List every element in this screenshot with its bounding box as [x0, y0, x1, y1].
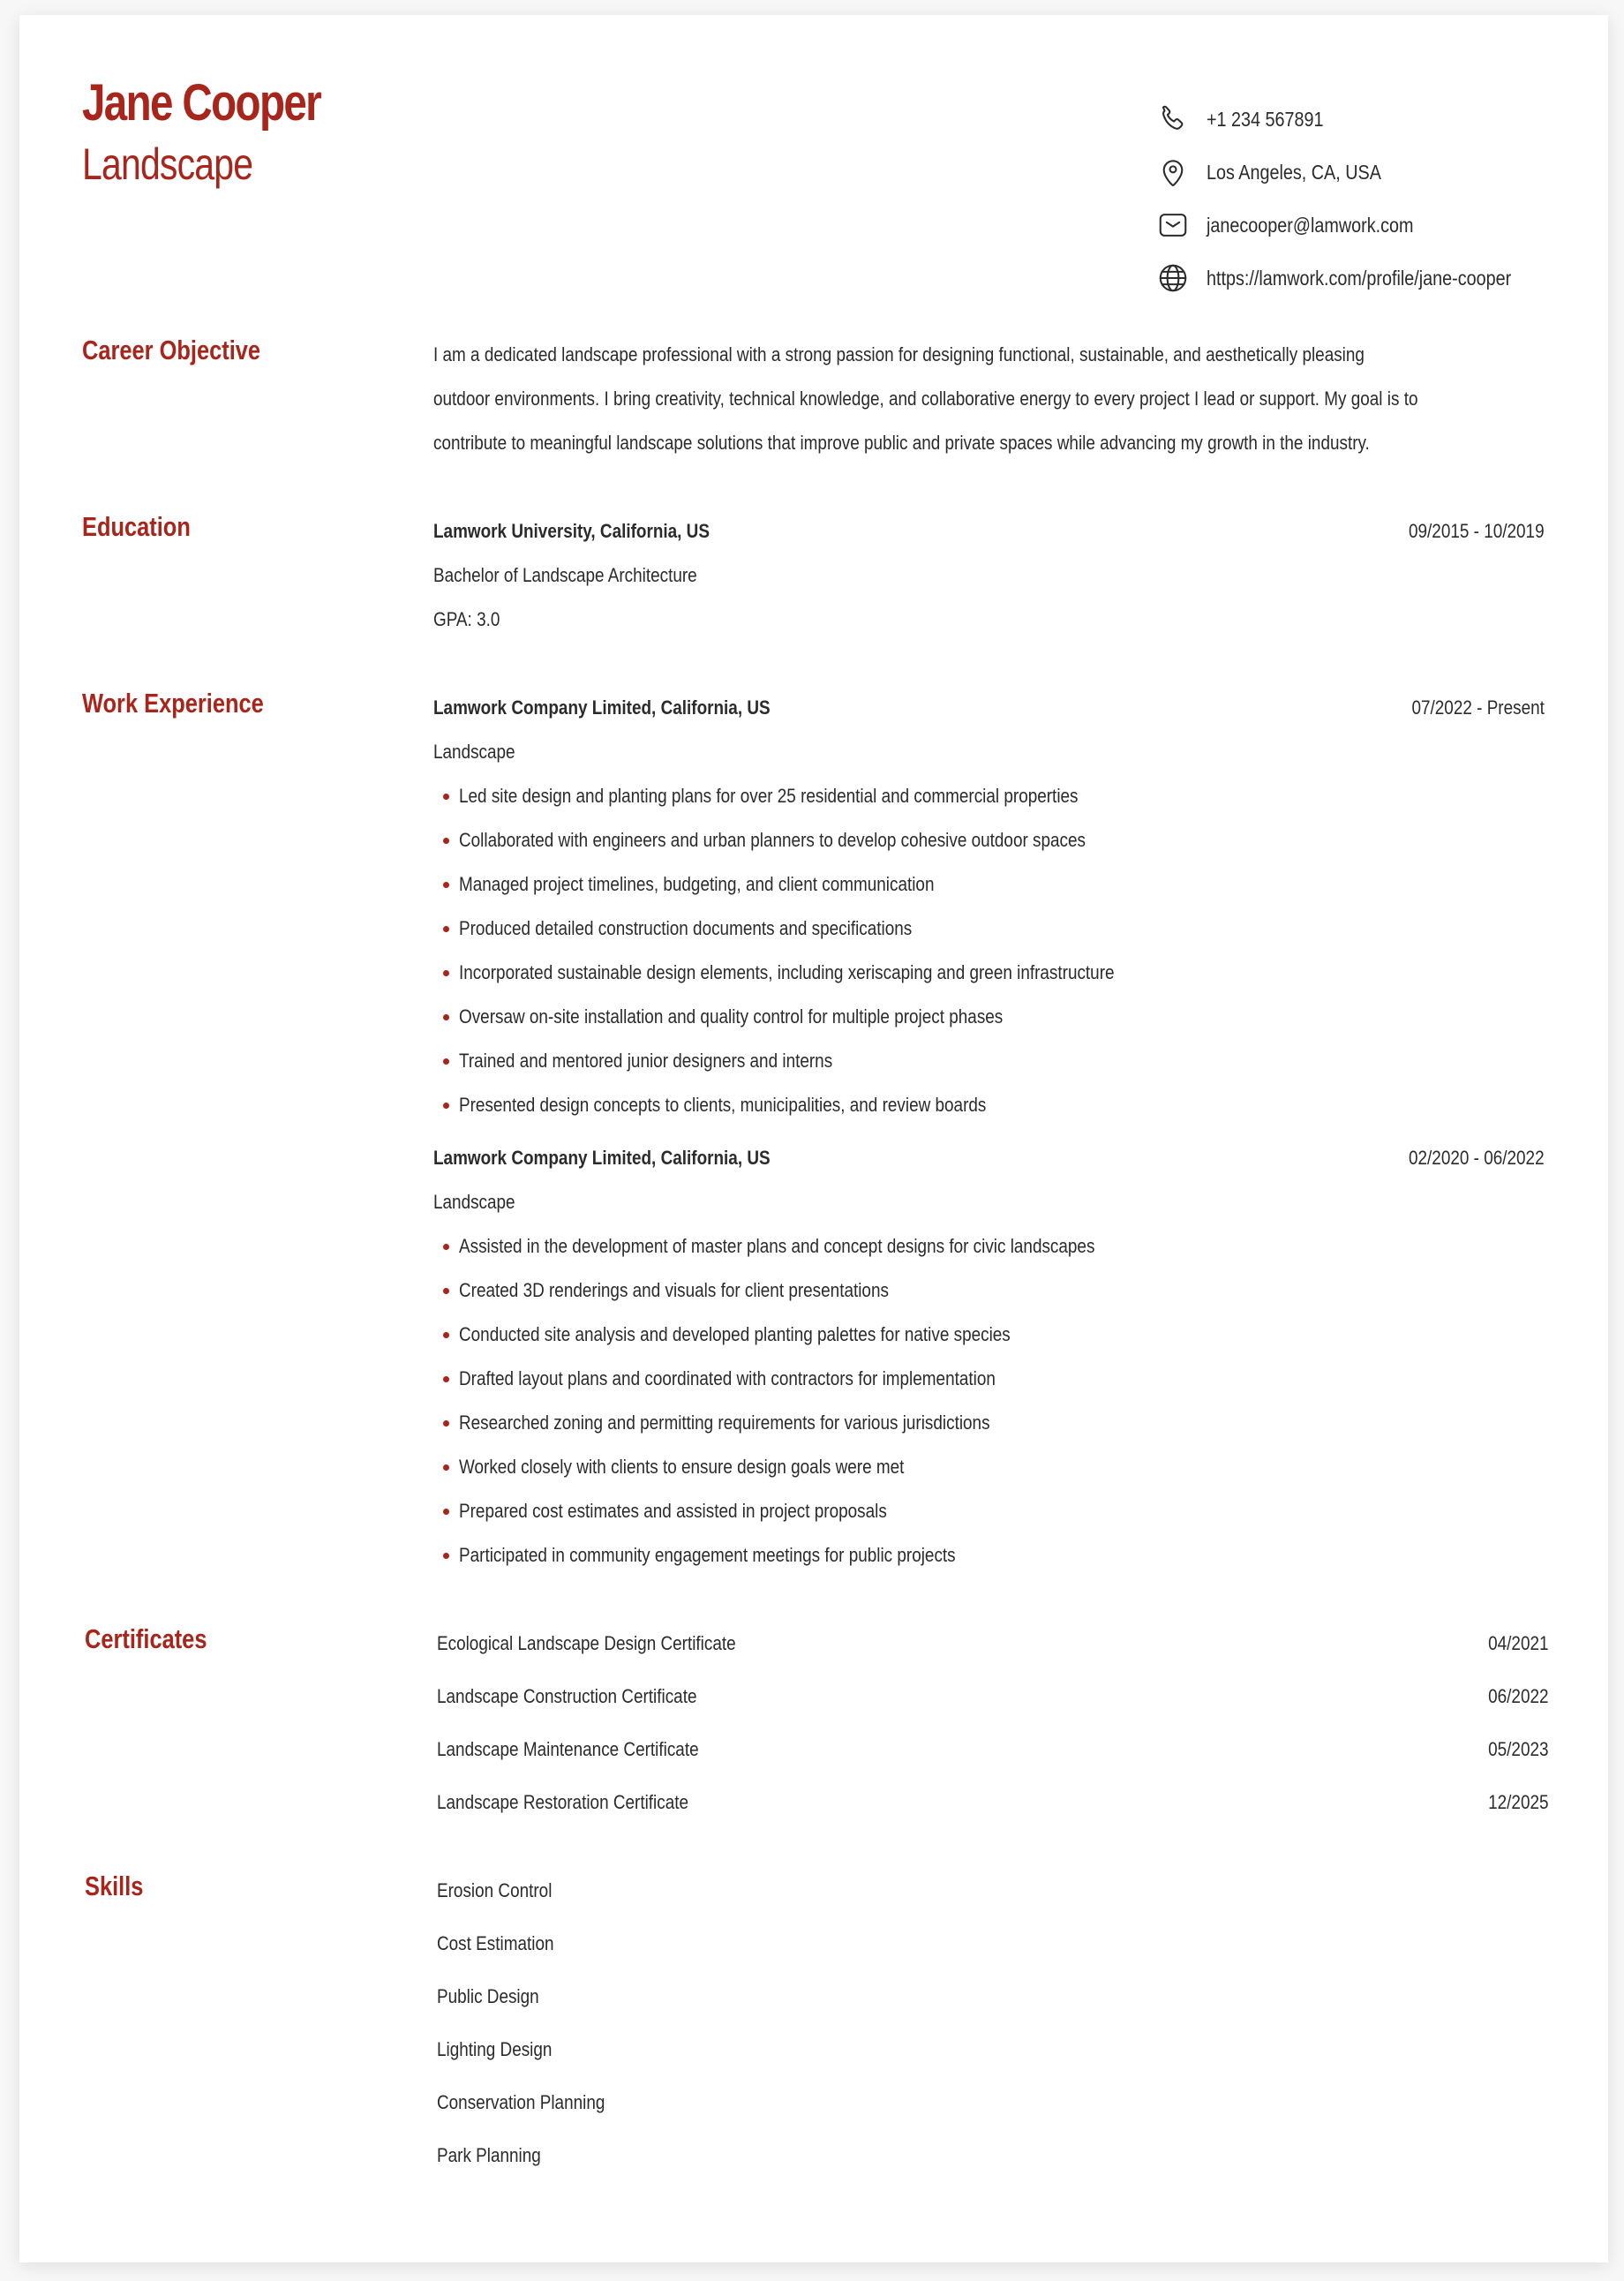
skill-item — [437, 1984, 1549, 2036]
bullet-dot-icon — [443, 1509, 449, 1515]
contact-list — [1156, 93, 1560, 305]
certificate-date — [1478, 1736, 1549, 1763]
skill-text: Conservation Planning — [437, 2091, 605, 2113]
role-text: Landscape — [433, 741, 515, 763]
certificates-list — [437, 1630, 1549, 1842]
bullet-dot-icon — [443, 1014, 449, 1020]
education-dates-text: 09/2015 - 10/2019 — [1409, 520, 1545, 542]
work-entry — [433, 695, 1545, 1136]
skill-text: Erosion Control — [437, 1879, 553, 1901]
bullet-dot-icon — [443, 882, 449, 888]
bullet-dot-icon — [443, 1103, 449, 1109]
degree-line — [433, 562, 1545, 606]
contact-email-link[interactable]: janecooper@lamwork.com — [1207, 213, 1414, 237]
objective-line — [433, 342, 1545, 386]
bullet-dot-icon — [443, 1420, 449, 1427]
bullet-dot-icon — [443, 1332, 449, 1338]
skill-text: Lighting Design — [437, 2038, 553, 2060]
bullet-text: Drafted layout plans and coordinated with contractors for implementation — [459, 1367, 996, 1389]
skill-text: Public Design — [437, 1985, 539, 2007]
degree-text: Bachelor of Landscape Architecture — [433, 564, 697, 586]
certificate-date — [1478, 1789, 1549, 1816]
certificate-date — [1478, 1630, 1549, 1657]
gpa-text: GPA: 3.0 — [433, 608, 500, 630]
certificate-item — [437, 1683, 1549, 1736]
certificate-date-text: 05/2023 — [1488, 1738, 1549, 1760]
contact-email — [1156, 199, 1560, 252]
certificate-item — [437, 1630, 1549, 1683]
resume-page — [19, 15, 1608, 2262]
certificate-item — [437, 1736, 1549, 1789]
bullet-text: Conducted site analysis and developed planting palettes for native species — [459, 1323, 1011, 1345]
certificate-date-text: 12/2025 — [1488, 1791, 1549, 1813]
bullet-dot-icon — [443, 794, 449, 800]
bullet-dot-icon — [443, 970, 449, 976]
role-line — [433, 739, 1545, 783]
bullet-text: Led site design and planting plans for over 25 residential and commercial properties — [459, 785, 1079, 807]
objective-line-text: I am a dedicated landscape professional with a strong passion for designing functional, sustainable, and aesthetically pleasing — [433, 343, 1365, 365]
section-heading: Work Experience — [82, 688, 264, 719]
certificate-date — [1478, 1683, 1549, 1710]
bullet-text: Worked closely with clients to ensure design goals were met — [459, 1456, 905, 1478]
skill-item — [437, 2036, 1549, 2089]
contact-website — [1156, 252, 1560, 305]
bullet-dot-icon — [443, 1464, 449, 1471]
bullet-dot-icon — [443, 1553, 449, 1559]
bullet-text: Incorporated sustainable design elements, including xeriscaping and green infrastructure — [459, 961, 1115, 983]
education-entry — [433, 518, 1545, 651]
school-name: Lamwork University, California, US — [433, 520, 710, 542]
bullet-dot-icon — [443, 1376, 449, 1382]
skill-item — [437, 1878, 1549, 1931]
skills-list — [437, 1878, 1549, 2195]
section-heading: Career Objective — [82, 335, 261, 365]
bullet-text: Presented design concepts to clients, municipalities, and review boards — [459, 1094, 987, 1116]
bullet-text: Managed project timelines, budgeting, and client communication — [459, 873, 935, 895]
objective-line-text: contribute to meaningful landscape solutions that improve public and private spaces while advancing my growth in the industry. — [433, 432, 1370, 454]
bullet-item — [433, 1454, 1545, 1498]
bullet-item — [433, 871, 1545, 915]
bullet-text: Assisted in the development of master plans and concept designs for civic landscapes — [459, 1235, 1095, 1257]
skill-text: Park Planning — [437, 2144, 541, 2166]
skill-item — [437, 1931, 1549, 1984]
bullet-item — [433, 1366, 1545, 1410]
work-dates-text: 02/2020 - 06/2022 — [1409, 1147, 1545, 1169]
bullet-item — [433, 1498, 1545, 1542]
bullet-item — [433, 1277, 1545, 1321]
bullet-item — [433, 827, 1545, 871]
company-name: Lamwork Company Limited, California, US — [433, 696, 771, 719]
certificate-name: Landscape Restoration Certificate — [437, 1791, 689, 1813]
mail-icon — [1156, 208, 1190, 242]
contact-phone-text: +1 234 567891 — [1207, 107, 1324, 131]
company-name: Lamwork Company Limited, California, US — [433, 1147, 771, 1169]
company-line — [433, 1145, 1545, 1189]
company-line — [433, 695, 1545, 739]
bullet-item — [433, 960, 1545, 1004]
bullet-text: Trained and mentored junior designers and interns — [459, 1050, 833, 1072]
globe-icon — [1156, 261, 1190, 295]
bullet-text: Oversaw on-site installation and quality control for multiple project phases — [459, 1005, 1004, 1028]
bullet-item — [433, 915, 1545, 960]
bullet-item — [433, 1542, 1545, 1586]
bullet-item — [433, 783, 1545, 827]
bullet-text: Researched zoning and permitting requirements for various jurisdictions — [459, 1412, 990, 1434]
work-dates-text: 07/2022 - Present — [1411, 696, 1545, 719]
bullet-text: Created 3D renderings and visuals for client presentations — [459, 1279, 889, 1301]
contact-phone — [1156, 93, 1560, 146]
certificate-date-text: 04/2021 — [1488, 1632, 1549, 1654]
education-dates — [1387, 518, 1545, 545]
bullet-text: Produced detailed construction documents and specifications — [459, 917, 913, 939]
location-pin-icon — [1156, 155, 1190, 189]
work-dates — [1387, 1145, 1545, 1171]
bullet-text: Prepared cost estimates and assisted in project proposals — [459, 1500, 887, 1522]
bullet-item — [433, 1233, 1545, 1277]
certificate-name: Landscape Construction Certificate — [437, 1685, 697, 1707]
candidate-title: Landscape — [82, 139, 253, 189]
bullet-item — [433, 1004, 1545, 1048]
bullet-dot-icon — [443, 1058, 449, 1065]
certificate-name: Landscape Maintenance Certificate — [437, 1738, 699, 1760]
school-line — [433, 518, 1545, 562]
work-entry — [433, 1145, 1545, 1586]
certificate-item — [437, 1789, 1549, 1842]
bullet-text: Participated in community engagement meetings for public projects — [459, 1544, 956, 1566]
phone-icon — [1156, 102, 1190, 136]
contact-website-link[interactable]: https://lamwork.com/profile/jane-cooper — [1207, 266, 1512, 290]
certificate-date-text: 06/2022 — [1488, 1685, 1549, 1707]
bullet-dot-icon — [443, 1288, 449, 1294]
bullet-item — [433, 1321, 1545, 1366]
bullet-item — [433, 1092, 1545, 1136]
skill-item — [437, 2089, 1549, 2142]
bullet-dot-icon — [443, 838, 449, 844]
skill-item — [437, 2142, 1549, 2195]
skill-text: Cost Estimation — [437, 1932, 554, 1954]
contact-location — [1156, 146, 1560, 199]
bullet-dot-icon — [443, 1244, 449, 1250]
candidate-name: Jane Cooper — [82, 74, 321, 132]
career-objective-text — [433, 342, 1545, 474]
objective-line — [433, 430, 1545, 474]
section-heading: Education — [82, 511, 191, 542]
objective-line-text: outdoor environments. I bring creativity, technical knowledge, and collaborative energy to every project I lead or support. My goal is to — [433, 388, 1418, 410]
work-dates — [1390, 695, 1545, 721]
bullet-dot-icon — [443, 926, 449, 932]
bullet-item — [433, 1410, 1545, 1454]
bullet-item — [433, 1048, 1545, 1092]
bullet-text: Collaborated with engineers and urban planners to develop cohesive outdoor spaces — [459, 829, 1086, 851]
contact-location-text: Los Angeles, CA, USA — [1207, 160, 1381, 184]
role-text: Landscape — [433, 1191, 515, 1213]
section-heading: Certificates — [85, 1623, 207, 1654]
certificate-name: Ecological Landscape Design Certificate — [437, 1632, 736, 1654]
gpa-line — [433, 606, 1545, 651]
section-heading: Skills — [85, 1871, 144, 1901]
role-line — [433, 1189, 1545, 1233]
objective-line — [433, 386, 1545, 430]
